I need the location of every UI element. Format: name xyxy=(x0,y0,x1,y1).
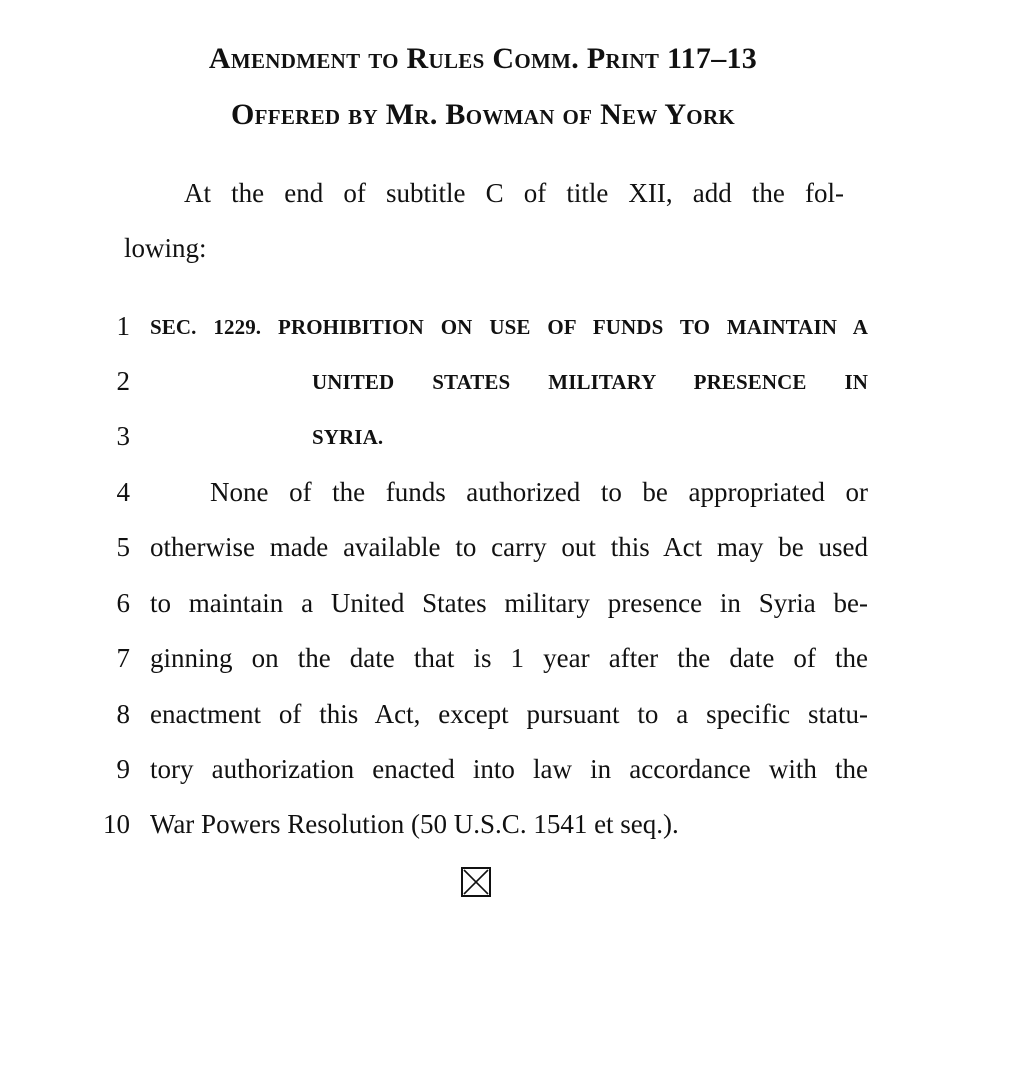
text-line xyxy=(0,643,1036,683)
text-line xyxy=(0,532,1036,572)
body-line: tory authorization enacted into law in accordance with the xyxy=(150,754,868,784)
text-line xyxy=(0,366,1036,406)
line-number: 9 xyxy=(116,754,130,784)
line-number: 8 xyxy=(116,699,130,729)
line-number: 4 xyxy=(116,477,130,507)
text-line xyxy=(0,699,1036,739)
body-line: to maintain a United States military presence in Syria be- xyxy=(150,588,868,618)
text-line xyxy=(0,311,1036,351)
line-number: 2 xyxy=(116,366,130,396)
text-line xyxy=(0,809,1036,849)
body-line: enactment of this Act, except pursuant to a specific statu- xyxy=(150,699,868,729)
section-heading-line: SYRIA. xyxy=(312,425,384,449)
section-heading-line: UNITED STATES MILITARY PRESENCE IN xyxy=(312,370,868,394)
amendment-title: Amendment to Rules Comm. Print 117–13 xyxy=(208,42,758,75)
body-line: ginning on the date that is 1 year after the date of the xyxy=(150,643,868,673)
offered-by-title: Offered by Mr. Bowman of New York xyxy=(230,98,736,131)
line-number: 1 xyxy=(116,311,130,341)
line-number: 10 xyxy=(103,809,130,839)
boxed-x-icon xyxy=(461,867,491,897)
text-line xyxy=(0,754,1036,794)
intro-line-1: At the end of subtitle C of title XII, add the fol- xyxy=(184,178,844,208)
text-line xyxy=(0,477,1036,517)
text-line xyxy=(0,421,1036,461)
section-heading-line: SEC. 1229. PROHIBITION ON USE OF FUNDS TO MAINTAIN A xyxy=(150,315,868,339)
text-line xyxy=(0,588,1036,628)
line-number: 3 xyxy=(116,421,130,451)
body-line: War Powers Resolution (50 U.S.C. 1541 et seq.). xyxy=(150,809,679,839)
line-number: 7 xyxy=(116,643,130,673)
body-line: None of the funds authorized to be appropriated or xyxy=(210,477,868,507)
line-number: 5 xyxy=(116,532,130,562)
intro-line-2: lowing: xyxy=(124,233,207,263)
body-line: otherwise made available to carry out this Act may be used xyxy=(150,532,868,562)
line-number: 6 xyxy=(116,588,130,618)
